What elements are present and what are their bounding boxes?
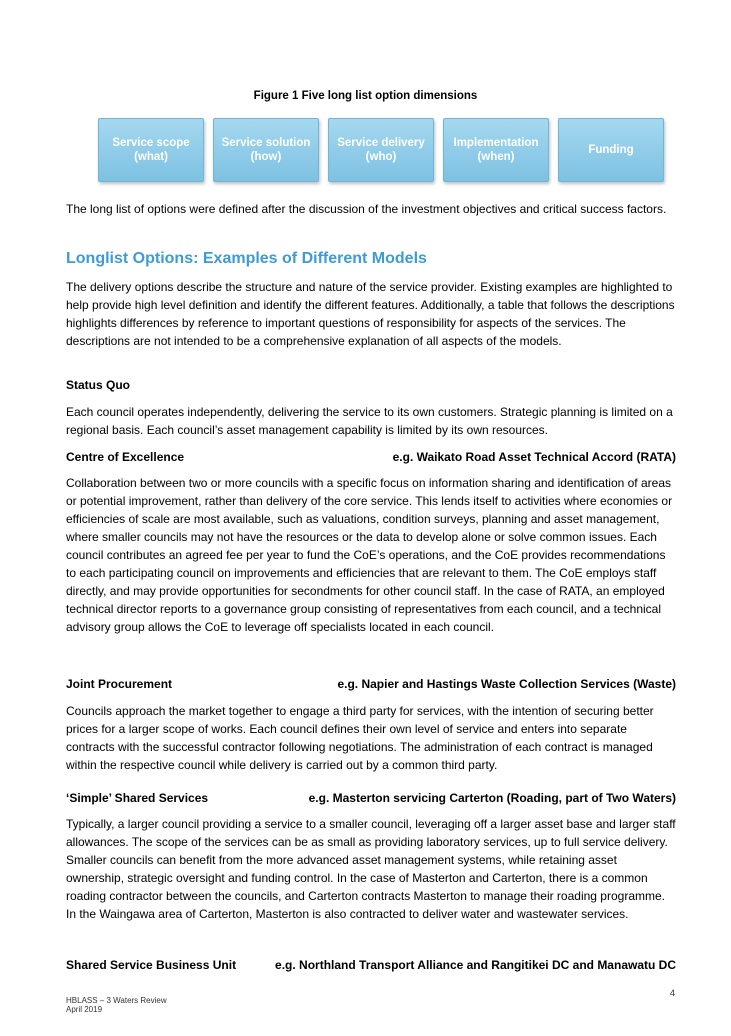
- option-title: ‘Simple’ Shared Services: [66, 791, 209, 805]
- footer-document-title: HBLASS – 3 Waters Review: [66, 996, 167, 1005]
- option-example: e.g. Napier and Hastings Waste Collection Services (Waste): [337, 677, 676, 691]
- option-body-simple-shared-services: Typically, a larger council providing a service to a smaller council, leveraging off a larger asset base and larger staff allowances. The scope of the services can be as small as providing laboratory services, up to full service delivery. Smaller councils can benefit from the more advanced asset management systems, while retaining asset ownership, strategic oversight and funding control. In the case of Masterton and Carterton, there is a common roading contractor between the councils, and Carterton contracts Masterton to manage their roading programme. In the Waingawa area of Carterton, Masterton is also contracted to deliver water and wastewater services.: [66, 817, 676, 921]
- option-dimensions-diagram: [98, 118, 664, 182]
- option-title: Status Quo: [66, 378, 131, 392]
- dimension-box-service-scope: [98, 118, 204, 182]
- option-body-joint-procurement: Councils approach the market together to engage a third party for services, with the intention of securing better prices for a larger scope of works. Each council defines their own level of service and enters into separate contracts with the successful contractor following negotiations. The administration of each contract is managed within the respective council while delivery is carried out by a common third party.: [66, 704, 654, 772]
- dimension-box-funding: [558, 118, 664, 182]
- intro-paragraph: The long list of options were defined after the discussion of the investment objectives and critical success factors.: [66, 202, 667, 216]
- section-heading: Longlist Options: Examples of Different Models: [66, 250, 427, 267]
- dimension-label: Service scope (what): [112, 137, 190, 163]
- footer: [66, 996, 167, 1014]
- section-paragraph: The delivery options describe the structure and nature of the service provider. Existing examples are highlighted to help provide high level definition and identify the different features. Additionally, a table that follows the descriptions highlights differences by reference to important questions of responsibility for aspects of the services. The descriptions are not intended to be a comprehensive explanation of all aspects of the models.: [66, 280, 675, 348]
- dimension-label: Service delivery (who): [337, 137, 425, 163]
- dimension-box-service-solution: [213, 118, 319, 182]
- footer-date: April 2019: [66, 1005, 103, 1014]
- option-title: Joint Procurement: [66, 677, 173, 691]
- dimension-box-service-delivery: [328, 118, 434, 182]
- figure-caption: Figure 1 Five long list option dimensions: [253, 90, 478, 102]
- dimension-box-implementation: [443, 118, 549, 182]
- option-example: e.g. Masterton servicing Carterton (Roading, part of Two Waters): [308, 791, 676, 805]
- option-title: Centre of Excellence: [66, 450, 185, 464]
- dimension-label: Implementation (when): [453, 137, 539, 163]
- dimension-label: Service solution (how): [221, 137, 311, 163]
- option-body-status-quo: Each council operates independently, delivering the service to its own customers. Strategic planning is limited on a regional basis. Each council’s asset management capability is limited by its own resources.: [66, 405, 673, 437]
- option-title: Shared Service Business Unit: [66, 958, 237, 972]
- option-example: e.g. Waikato Road Asset Technical Accord (RATA): [392, 450, 676, 464]
- page-number: 4: [670, 988, 676, 998]
- option-body-centre-of-excellence: Collaboration between two or more councils with a specific focus on information sharing and identification of areas or potential improvement, rather than delivery of the core service. This lends itself to activities where economies or efficiencies of scale are most available, such as valuations, condition surveys, planning and asset management, where smaller councils may not have the resources or the data to develop alone or solve common issues. Each council contributes an agreed fee per year to fund the CoE’s operations, and the CoE provides recommendations to each participating council on improvements and efficiencies that are relevant to them. The CoE employs staff directly, and may provide opportunities for secondments for other council staff. In the case of RATA, an employed technical director reports to a governance group consisting of representatives from each council, and a technical advisory group allows the CoE to leverage off specialists located in each council.: [66, 476, 673, 634]
- option-example: e.g. Northland Transport Alliance and Rangitikei DC and Manawatu DC: [275, 958, 676, 972]
- dimension-label: Funding: [588, 144, 634, 156]
